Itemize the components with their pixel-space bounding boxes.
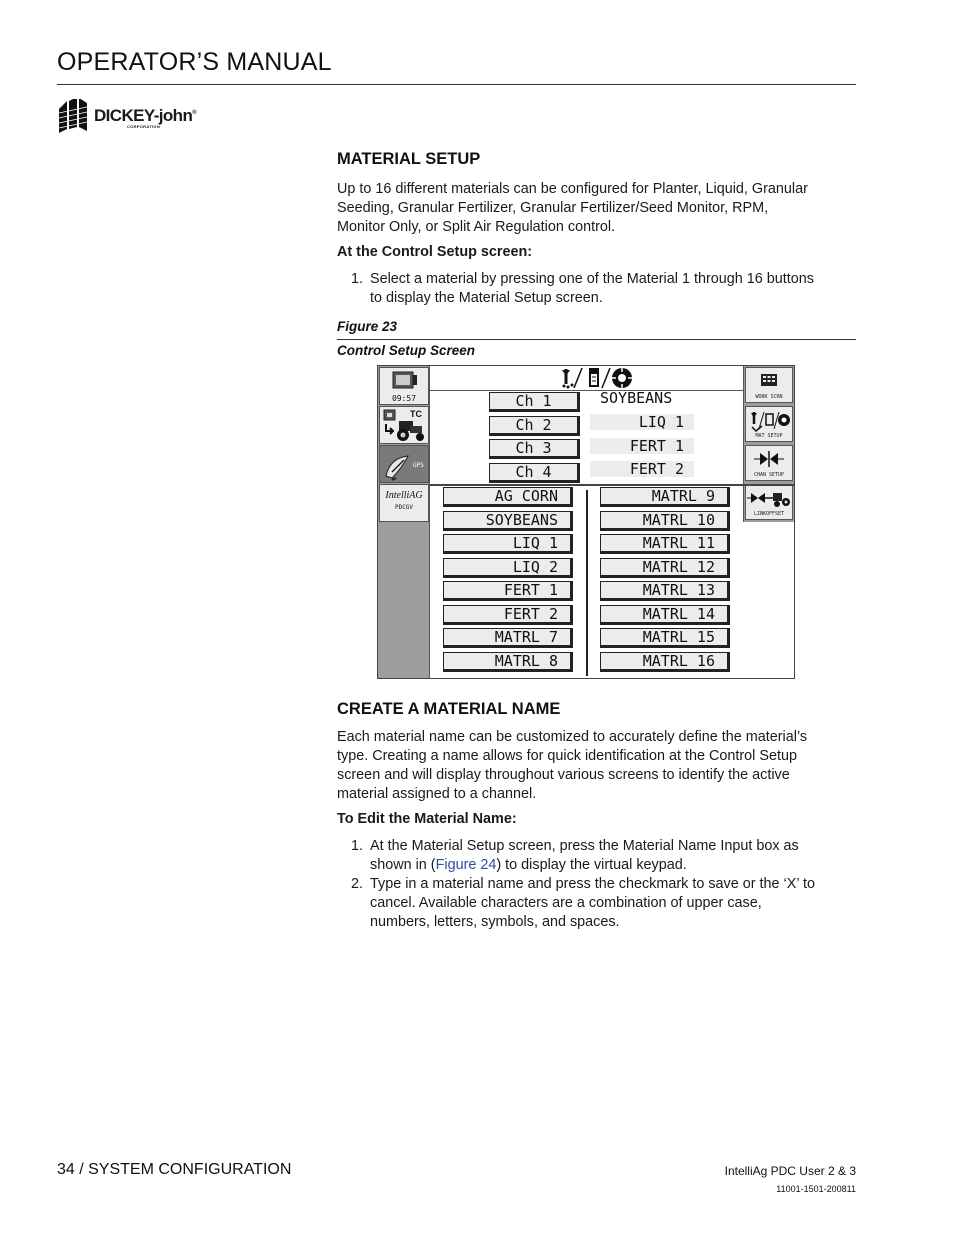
material-setup-paragraph	[337, 180, 857, 237]
paragraph-line: Seeding, Granular Fertilizer, Granular Fertilizer/Seed Monitor, RPM,	[337, 200, 769, 216]
footer-product: IntelliAg PDC User 2 & 3	[724, 1164, 856, 1178]
channel-2-material: LIQ 1	[590, 414, 694, 430]
material-4-button[interactable]: LIQ 2	[443, 558, 573, 578]
channel-1-button[interactable]: Ch 1	[489, 392, 580, 412]
material-5-button[interactable]: FERT 1	[443, 581, 573, 601]
left-icon-column	[378, 366, 430, 678]
control-setup-screen	[377, 365, 795, 679]
material-setup-caption: MAT SETUP	[755, 433, 783, 439]
clock-text: 09:57	[391, 394, 417, 403]
list-item	[337, 837, 857, 875]
material-setup-icon	[746, 409, 792, 433]
material-7-button[interactable]: MATRL 7	[443, 628, 573, 648]
material-12-button[interactable]: MATRL 12	[600, 558, 730, 578]
logo-brand-text: DICKEY-john®	[94, 106, 197, 125]
channel-4-material: FERT 2	[590, 461, 694, 477]
figure-label: Figure 23	[337, 319, 398, 334]
monitor-icon	[380, 369, 428, 395]
paragraph-line: material assigned to a channel.	[337, 786, 537, 802]
intelliag-pdc-button[interactable]	[379, 484, 429, 522]
right-icon-column	[743, 366, 794, 522]
dickey-john-logo	[57, 98, 217, 136]
subheading: At the Control Setup screen:	[337, 244, 533, 260]
material-column-divider	[586, 490, 588, 676]
planter-liquid-granular-icon	[558, 366, 638, 390]
material-13-button[interactable]: MATRL 13	[600, 581, 730, 601]
work-screen-icon	[746, 371, 792, 391]
material-10-button[interactable]: MATRL 10	[600, 511, 730, 531]
screen-section-divider	[430, 484, 795, 486]
figure-caption: Control Setup Screen	[337, 343, 476, 358]
clock-monitor-button[interactable]	[379, 367, 429, 405]
material-11-button[interactable]: MATRL 11	[600, 534, 730, 554]
step-line: cancel. Available characters are a combination of upper case,	[370, 895, 762, 911]
gps-label: GPS	[413, 462, 424, 469]
tractor-tc-button[interactable]	[379, 406, 429, 444]
step-number: 1.	[351, 271, 364, 287]
material-16-button[interactable]: MATRL 16	[600, 652, 730, 672]
step-line: to display the Material Setup screen.	[370, 290, 603, 306]
footer-page-section: 34 / SYSTEM CONFIGURATION	[57, 1161, 292, 1178]
channel-2-button[interactable]: Ch 2	[489, 416, 580, 436]
material-6-button[interactable]: FERT 2	[443, 605, 573, 625]
work-screen-button[interactable]	[745, 367, 793, 403]
logo-corporation-text: CORPORATION	[127, 124, 161, 129]
material-setup-button[interactable]	[745, 406, 793, 442]
subheading: To Edit the Material Name:	[337, 811, 517, 827]
step-line: numbers, letters, symbols, and spaces.	[370, 914, 620, 930]
channel-3-material: FERT 1	[590, 438, 694, 454]
figure-divider	[337, 339, 856, 340]
gps-button[interactable]	[379, 445, 429, 483]
create-name-paragraph	[337, 728, 857, 804]
steps-list	[337, 837, 857, 932]
material-15-button[interactable]: MATRL 15	[600, 628, 730, 648]
channel-4-button[interactable]: Ch 4	[489, 463, 580, 483]
list-item	[337, 875, 857, 932]
tc-label: TC	[410, 409, 422, 419]
steps-list	[337, 270, 857, 308]
footer-document-number: 11001-1501-200811	[776, 1184, 856, 1194]
paragraph-line: screen and will display throughout various screens to identify the active	[337, 767, 790, 783]
top-bar-divider	[430, 390, 743, 391]
paragraph-line: Each material name can be customized to accurately define the material’s	[337, 729, 808, 745]
step-line: At the Material Setup screen, press the Material Name Input box as	[370, 838, 799, 854]
link-offset-icon	[746, 487, 792, 509]
channel-3-button[interactable]: Ch 3	[489, 439, 580, 459]
step-line: shown in (Figure 24) to display the virtual keypad.	[370, 857, 687, 873]
header-divider	[57, 84, 856, 85]
material-14-button[interactable]: MATRL 14	[600, 605, 730, 625]
step-number: 1.	[351, 838, 364, 854]
section-heading: CREATE A MATERIAL NAME	[337, 700, 561, 718]
paragraph-line: Up to 16 different materials can be configured for Planter, Liquid, Granular	[337, 181, 808, 197]
logo-mark-icon	[57, 99, 90, 135]
list-item	[337, 270, 857, 308]
channel-setup-button[interactable]	[745, 445, 793, 481]
section-heading: MATERIAL SETUP	[337, 150, 481, 168]
paragraph-line: Monitor Only, or Split Air Regulation control.	[337, 219, 616, 235]
step-number: 2.	[351, 876, 364, 892]
intelliag-brand-text: IntelliAG	[385, 490, 423, 501]
material-setup-section	[337, 150, 857, 169]
link-offset-caption: LINKOFFSET	[753, 511, 785, 517]
link-offset-button[interactable]	[745, 484, 793, 520]
material-9-button[interactable]: MATRL 9	[600, 487, 730, 507]
material-8-button[interactable]: MATRL 8	[443, 652, 573, 672]
manual-title: OPERATOR’S MANUAL	[57, 48, 332, 76]
channel-setup-icon	[746, 448, 792, 470]
paragraph-line: type. Creating a name allows for quick identification at the Control Setup	[337, 748, 797, 764]
step-line: Type in a material name and press the checkmark to save or the ‘X’ to	[370, 876, 815, 892]
figure-24-link[interactable]: Figure 24	[435, 857, 497, 873]
material-1-button[interactable]: AG CORN	[443, 487, 573, 507]
material-2-button[interactable]: SOYBEANS	[443, 511, 573, 531]
work-screen-caption: WORK SCRN	[755, 394, 783, 400]
step-line: Select a material by pressing one of the Material 1 through 16 buttons	[370, 271, 814, 287]
material-3-button[interactable]: LIQ 1	[443, 534, 573, 554]
pdc-gv-text: PDCGV	[394, 504, 414, 511]
channel-setup-caption: CHAN SETUP	[753, 472, 785, 478]
channel-1-material: SOYBEANS	[600, 389, 673, 407]
